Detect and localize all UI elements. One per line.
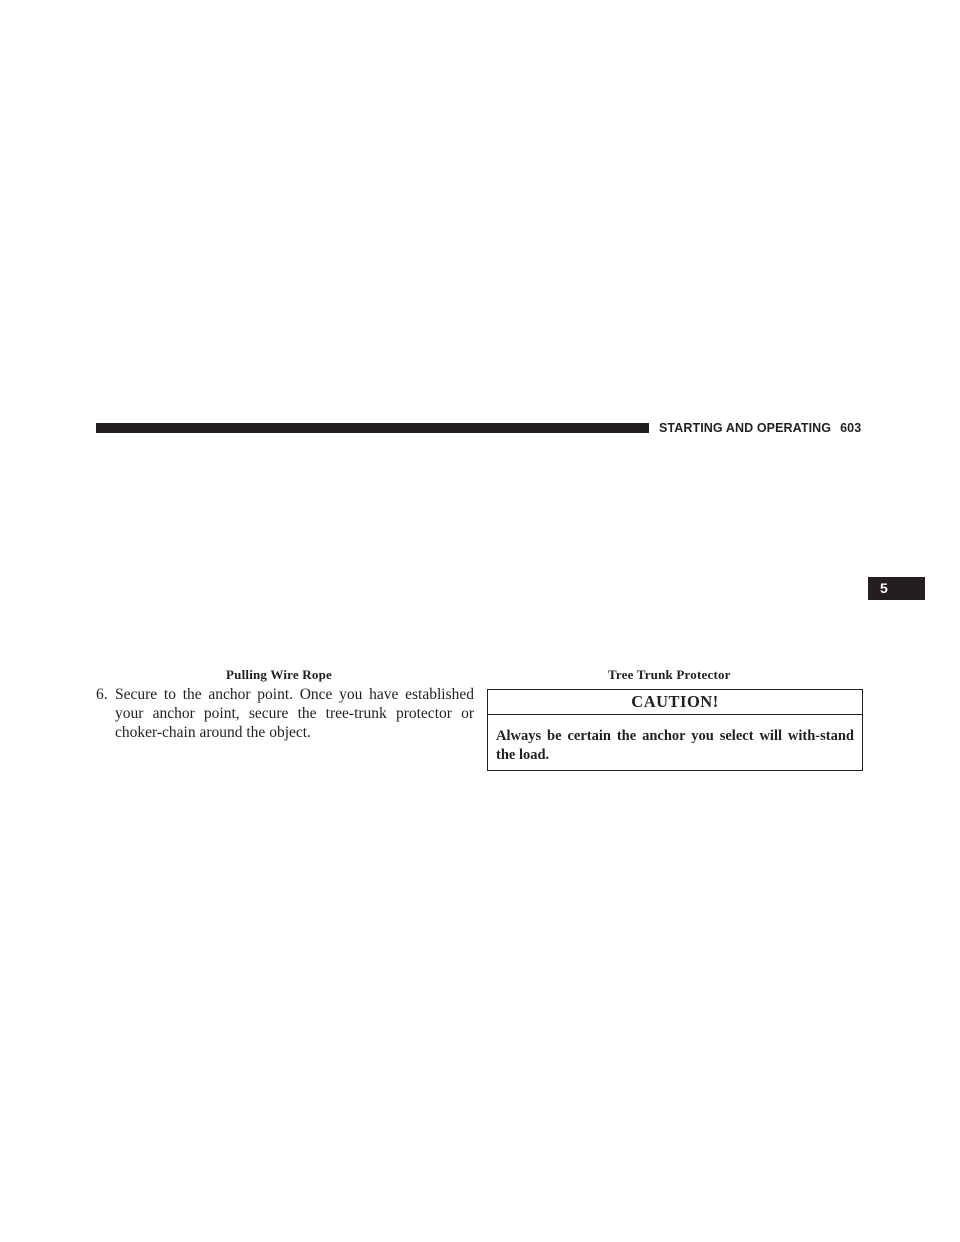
figure-caption-tree-trunk-protector: Tree Trunk Protector [608, 667, 731, 682]
caution-title: CAUTION! [488, 690, 862, 715]
page-number: 603 [840, 421, 862, 435]
step-number: 6. [96, 686, 108, 703]
procedure-step [96, 685, 474, 742]
header-rule [96, 423, 649, 433]
caution-text: Always be certain the anchor you select will with-stand the load. [496, 728, 854, 763]
section-title: STARTING AND OPERATING [659, 421, 832, 435]
step-text: Secure to the anchor point. Once you have established your anchor point, secure the tree-trunk protector or choker-chain around the object. [115, 686, 474, 741]
running-header [659, 419, 861, 437]
figure-caption-pulling-wire-rope: Pulling Wire Rope [226, 667, 332, 682]
chapter-tab: 5 [868, 577, 925, 600]
caution-box [487, 689, 863, 771]
